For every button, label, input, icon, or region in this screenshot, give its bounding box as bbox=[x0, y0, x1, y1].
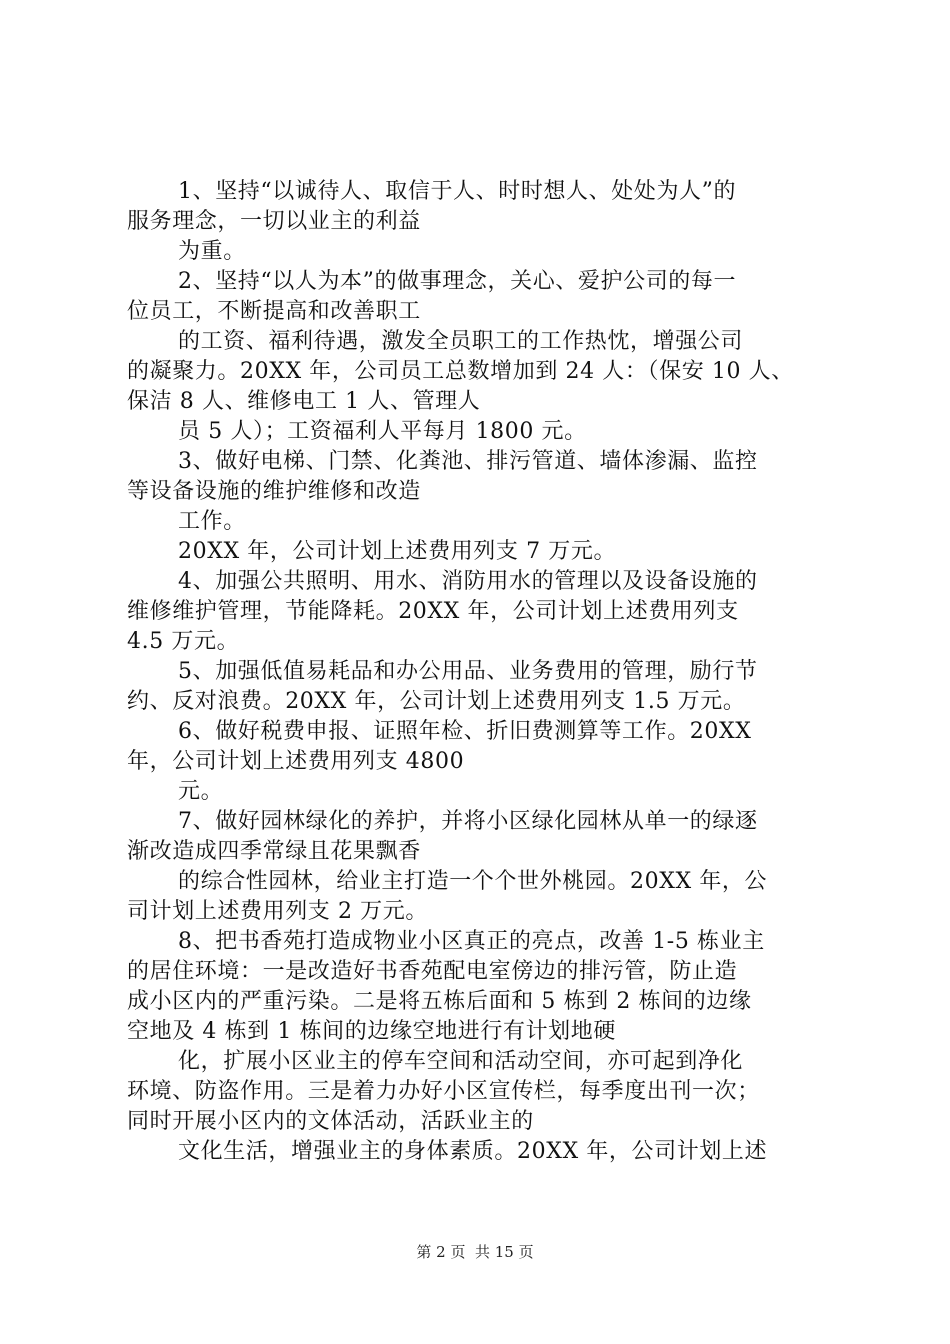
text-line: 工作。 bbox=[178, 509, 246, 534]
text-line: 4.5 万元。 bbox=[127, 629, 240, 654]
text-line: 为重。 bbox=[178, 239, 246, 264]
text-line: 年，公司计划上述费用列支 4800 bbox=[127, 749, 465, 774]
text-line: 文化生活，增强业主的身体素质。20XX 年，公司计划上述 bbox=[178, 1139, 768, 1164]
text-line: 8、把书香苑打造成物业小区真正的亮点，改善 1-5 栋业主 bbox=[178, 929, 765, 954]
text-line: 司计划上述费用列支 2 万元。 bbox=[127, 899, 428, 924]
text-line: 5、加强低值易耗品和办公用品、业务费用的管理，励行节 bbox=[178, 659, 758, 684]
text-line: 3、做好电梯、门禁、化粪池、排污管道、墙体渗漏、监控 bbox=[178, 449, 758, 474]
text-line: 维修维护管理，节能降耗。20XX 年，公司计划上述费用列支 bbox=[127, 599, 739, 624]
text-line: 员 5 人）；工资福利人平每月 1800 元。 bbox=[178, 419, 587, 444]
text-line: 的综合性园林，给业主打造一个个世外桃园。20XX 年，公 bbox=[178, 869, 768, 894]
text-line: 7、做好园林绿化的养护，并将小区绿化园林从单一的绿逐 bbox=[178, 809, 758, 834]
text-line: 1、坚持“以诚待人、取信于人、时时想人、处处为人”的 bbox=[178, 179, 737, 204]
text-line: 渐改造成四季常绿且花果飘香 bbox=[127, 839, 421, 864]
page-total: 共 15 页 bbox=[475, 1243, 534, 1261]
text-line: 环境、防盗作用。三是着力办好小区宣传栏，每季度出刊一次； bbox=[127, 1079, 760, 1104]
text-line: 的凝聚力。20XX 年，公司员工总数增加到 24 人：（保安 10 人、 bbox=[127, 359, 794, 384]
text-line: 元。 bbox=[178, 779, 224, 804]
page-footer bbox=[0, 1241, 950, 1262]
text-line: 约、反对浪费。20XX 年，公司计划上述费用列支 1.5 万元。 bbox=[127, 689, 746, 714]
text-line: 保洁 8 人、维修电工 1 人、管理人 bbox=[127, 389, 481, 414]
page-number: 第 2 页 bbox=[416, 1243, 466, 1261]
text-line: 等设备设施的维护维修和改造 bbox=[127, 479, 421, 504]
text-line: 6、做好税费申报、证照年检、折旧费测算等工作。20XX bbox=[178, 719, 752, 744]
text-line: 化，扩展小区业主的停车空间和活动空间，亦可起到净化 bbox=[178, 1049, 744, 1074]
text-line: 服务理念，一切以业主的利益 bbox=[127, 209, 421, 234]
text-line: 同时开展小区内的文体活动，活跃业主的 bbox=[127, 1109, 534, 1134]
text-line: 空地及 4 栋到 1 栋间的边缘空地进行有计划地硬 bbox=[127, 1019, 616, 1044]
text-line: 的工资、福利待遇，激发全员职工的工作热忱，增强公司 bbox=[178, 329, 744, 354]
text-line: 20XX 年，公司计划上述费用列支 7 万元。 bbox=[178, 539, 617, 564]
text-line: 位员工，不断提高和改善职工 bbox=[127, 299, 421, 324]
text-line: 2、坚持“以人为本”的做事理念，关心、爱护公司的每一 bbox=[178, 269, 737, 294]
text-line: 的居住环境：一是改造好书香苑配电室傍边的排污管，防止造 bbox=[127, 959, 738, 984]
text-line: 成小区内的严重污染。二是将五栋后面和 5 栋到 2 栋间的边缘 bbox=[127, 989, 752, 1014]
text-line: 4、加强公共照明、用水、消防用水的管理以及设备设施的 bbox=[178, 569, 758, 594]
